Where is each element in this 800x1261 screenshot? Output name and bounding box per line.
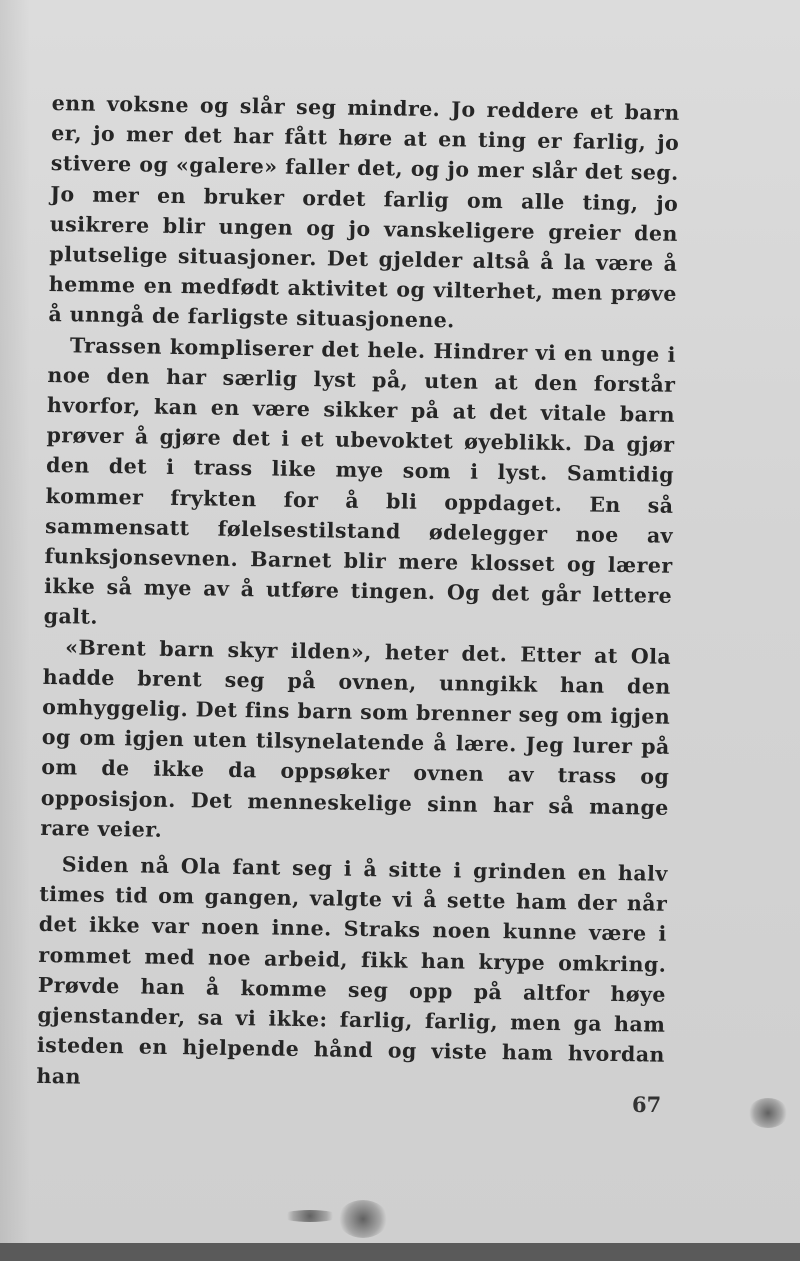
- paragraph-1: enn voksne og slår seg mindre. Jo reddere et barn er, jo mer det har fått høre at en ting er farlig, jo stivere og «galere» faller det, og jo mer slår det seg. Jo mer en bruker ordet farlig om alle ting, jo usikrere blir ungen og jo vanskeligere greier den plutselige situasjoner. Det gjelder altså å la være å hemme en medfødt aktivitet og vilterhet, men prøve å unngå de farligste situasjonene.: [48, 90, 680, 333]
- page-number: 67: [632, 1092, 662, 1117]
- paragraph-3: «Brent barn skyr ilden», heter det. Etter at Ola hadde brent seg på ovnen, unngikk han den omhyggelig. Det fins barn som brenner seg om igjen og om igjen uten tilsynelatende å lære. Jeg lurer på om de ikke da oppsøker ovnen av trass og opposisjon. Det menneskelige sinn har så mange rare veier.: [40, 634, 672, 842]
- ink-smudge: [748, 1098, 788, 1128]
- page-bottom-edge: [0, 1243, 800, 1261]
- page-edge-shadow: [0, 0, 30, 1243]
- paragraph-2: Trassen kompliserer det hele. Hindrer vi en unge i noe den har særlig lyst på, uten at den forstår hvorfor, kan en være sikker på at det vitale barn prøver å gjøre det i et ubevoktet øyeblikk. Da gjør den det i trass like mye som i lyst. Samtidig kommer frykten for å bli oppdaget. En så sammensatt følelsestilstand ødelegger noe av funksjonsevnen. Barnet blir mere klosset og lærer ikke så mye av å utføre tingen. Og det går lettere galt.: [43, 332, 677, 630]
- ink-smudge: [280, 1210, 340, 1222]
- body-text: [36, 88, 680, 1100]
- ink-smudge: [338, 1200, 388, 1238]
- paragraph-4: Siden nå Ola fant seg i å sitte i grinden en halv times tid om gangen, valgte vi å sette ham der når det ikke var noen inne. Straks noen kunne være i rommet med noe arbeid, fikk han krype omkring. Prøvde han å komme seg opp på altfor høye gjenstander, sa vi ikke: farlig, farlig, men ga ham isteden en hjelpende hånd og viste ham hvordan han: [36, 852, 668, 1089]
